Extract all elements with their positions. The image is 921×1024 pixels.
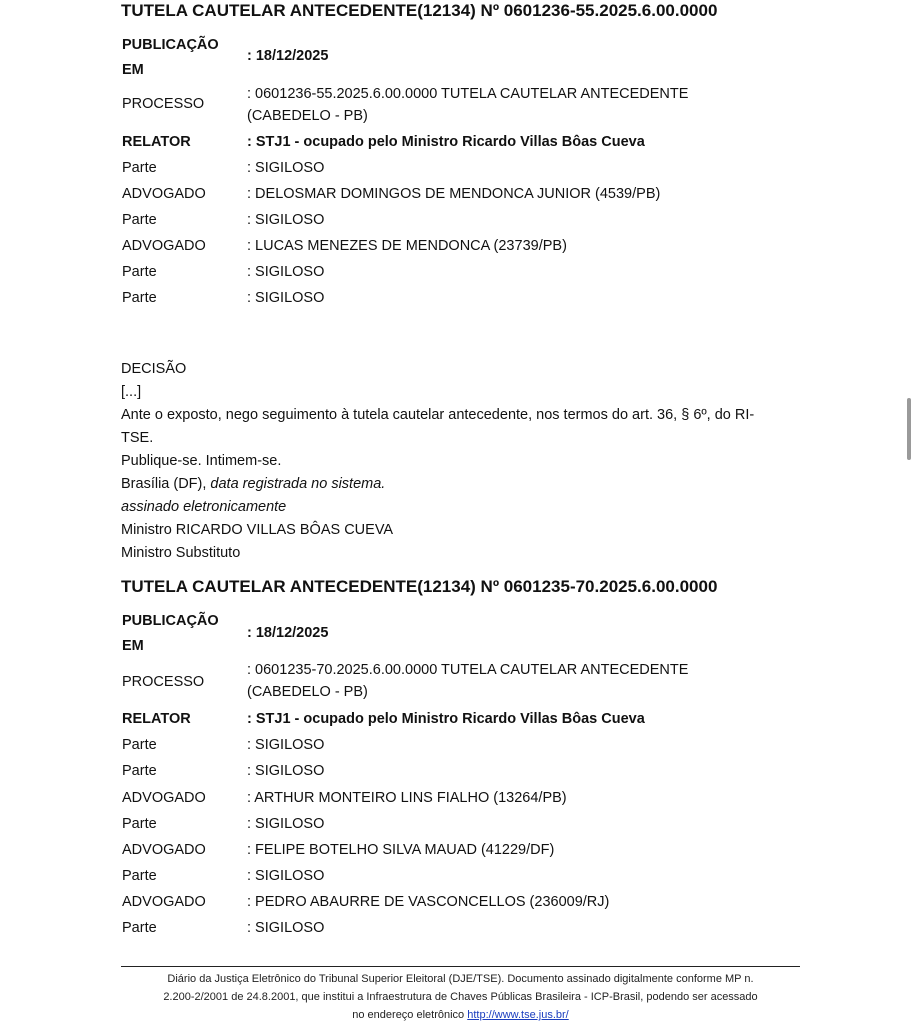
footer-line-3: [121, 1006, 800, 1024]
decision-place: [121, 473, 385, 495]
decision-ellipsis: [...]: [121, 384, 142, 400]
case-1-relator-value: : STJ1 - ocupado pelo Ministro Ricardo Villas Bôas Cueva: [247, 134, 645, 150]
case-1-party-3-value: : SIGILOSO: [247, 212, 325, 228]
case-2-party-1-label: Parte: [122, 737, 157, 753]
processo-value-line2: (CABEDELO - PB): [247, 108, 368, 124]
case-2-party-5-label: ADVOGADO: [122, 842, 206, 858]
case-2-party-1-value: : SIGILOSO: [247, 737, 325, 753]
case-1-processo-value: [247, 83, 688, 127]
case-1-party-4-label: ADVOGADO: [122, 238, 206, 254]
decision-minister: Ministro RICARDO VILLAS BÔAS CUEVA: [121, 522, 394, 538]
decision-text-line2: TSE.: [121, 430, 154, 446]
vertical-scrollbar-thumb[interactable]: [907, 398, 911, 460]
case-2-party-6-value: : SIGILOSO: [247, 868, 325, 884]
decision-heading: DECISÃO: [121, 361, 187, 377]
case-1-party-2-label: ADVOGADO: [122, 186, 206, 202]
case-2-processo-label: PROCESSO: [122, 674, 205, 690]
decision-place-text: Brasília (DF),: [121, 476, 211, 492]
publicacao-label-line2: EM: [122, 638, 144, 654]
publicacao-label-line1: PUBLICAÇÃO: [122, 613, 219, 629]
case-1-party-1-value: : SIGILOSO: [247, 160, 325, 176]
case-2-processo-value: [247, 659, 688, 703]
case-2-party-8-label: Parte: [122, 920, 157, 936]
footer-line-1: Diário da Justiça Eletrônico do Tribunal Superior Eleitoral (DJE/TSE). Documento assinado digitalmente conforme MP n.: [167, 973, 754, 985]
case-1-party-6-label: Parte: [122, 290, 157, 306]
processo-value-line2: (CABEDELO - PB): [247, 684, 368, 700]
case-2-publicacao-label: [122, 609, 242, 659]
case-1-party-5-value: : SIGILOSO: [247, 264, 325, 280]
page-footer: [121, 970, 800, 1024]
case-2-party-2-value: : SIGILOSO: [247, 763, 325, 779]
decision-publish: Publique-se. Intimem-se.: [121, 453, 282, 469]
case-1-party-2-value: : DELOSMAR DOMINGOS DE MENDONCA JUNIOR (4539/PB): [247, 186, 661, 202]
case-1-title: TUTELA CAUTELAR ANTECEDENTE(12134) Nº 0601236-55.2025.6.00.0000: [121, 1, 718, 20]
case-1-party-5-label: Parte: [122, 264, 157, 280]
case-1-publicacao-value: : 18/12/2025: [247, 48, 329, 64]
case-2-party-2-label: Parte: [122, 763, 157, 779]
case-2-party-5-value: : FELIPE BOTELHO SILVA MAUAD (41229/DF): [247, 842, 555, 858]
case-2-party-4-value: : SIGILOSO: [247, 816, 325, 832]
case-1-processo-label: PROCESSO: [122, 96, 205, 112]
publicacao-label-line2: EM: [122, 62, 144, 78]
tse-website-link[interactable]: http://www.tse.jus.br/: [467, 1009, 569, 1021]
footer-line-2: 2.200-2/2001 de 24.8.2001, que institui a Infraestrutura de Chaves Públicas Brasileira - ICP-Brasil, podendo ser acessado: [163, 991, 758, 1003]
case-1-party-3-label: Parte: [122, 212, 157, 228]
case-1-party-4-value: : LUCAS MENEZES DE MENDONCA (23739/PB): [247, 238, 567, 254]
case-1-party-6-value: : SIGILOSO: [247, 290, 325, 306]
footer-line-3-prefix: no endereço eletrônico: [352, 1009, 468, 1021]
processo-value-line1: : 0601236-55.2025.6.00.0000 TUTELA CAUTELAR ANTECEDENTE: [247, 86, 689, 102]
case-1-party-1-label: Parte: [122, 160, 157, 176]
decision-text-line1: Ante o exposto, nego seguimento à tutela cautelar antecedente, nos termos do art. 36, § 6º, do RI-: [121, 407, 755, 423]
case-2-party-3-label: ADVOGADO: [122, 790, 206, 806]
processo-value-line1: : 0601235-70.2025.6.00.0000 TUTELA CAUTELAR ANTECEDENTE: [247, 662, 689, 678]
case-1-relator-label: RELATOR: [122, 134, 191, 150]
publicacao-label-line1: PUBLICAÇÃO: [122, 37, 219, 53]
case-2-party-4-label: Parte: [122, 816, 157, 832]
case-2-publicacao-value: : 18/12/2025: [247, 625, 329, 641]
case-2-party-7-value: : PEDRO ABAURRE DE VASCONCELLOS (236009/RJ): [247, 894, 610, 910]
case-2-party-8-value: : SIGILOSO: [247, 920, 325, 936]
case-2-party-3-value: : ARTHUR MONTEIRO LINS FIALHO (13264/PB): [247, 790, 567, 806]
decision-place-italic: data registrada no sistema.: [210, 476, 386, 492]
decision-signed: assinado eletronicamente: [121, 499, 287, 515]
case-2-party-6-label: Parte: [122, 868, 157, 884]
case-2-title: TUTELA CAUTELAR ANTECEDENTE(12134) Nº 0601235-70.2025.6.00.0000: [121, 577, 718, 596]
case-1-publicacao-label: [122, 33, 242, 83]
case-2-relator-value: : STJ1 - ocupado pelo Ministro Ricardo Villas Bôas Cueva: [247, 711, 645, 727]
case-2-party-7-label: ADVOGADO: [122, 894, 206, 910]
decision-role: Ministro Substituto: [121, 545, 241, 561]
footer-divider: [121, 966, 800, 967]
case-2-relator-label: RELATOR: [122, 711, 191, 727]
